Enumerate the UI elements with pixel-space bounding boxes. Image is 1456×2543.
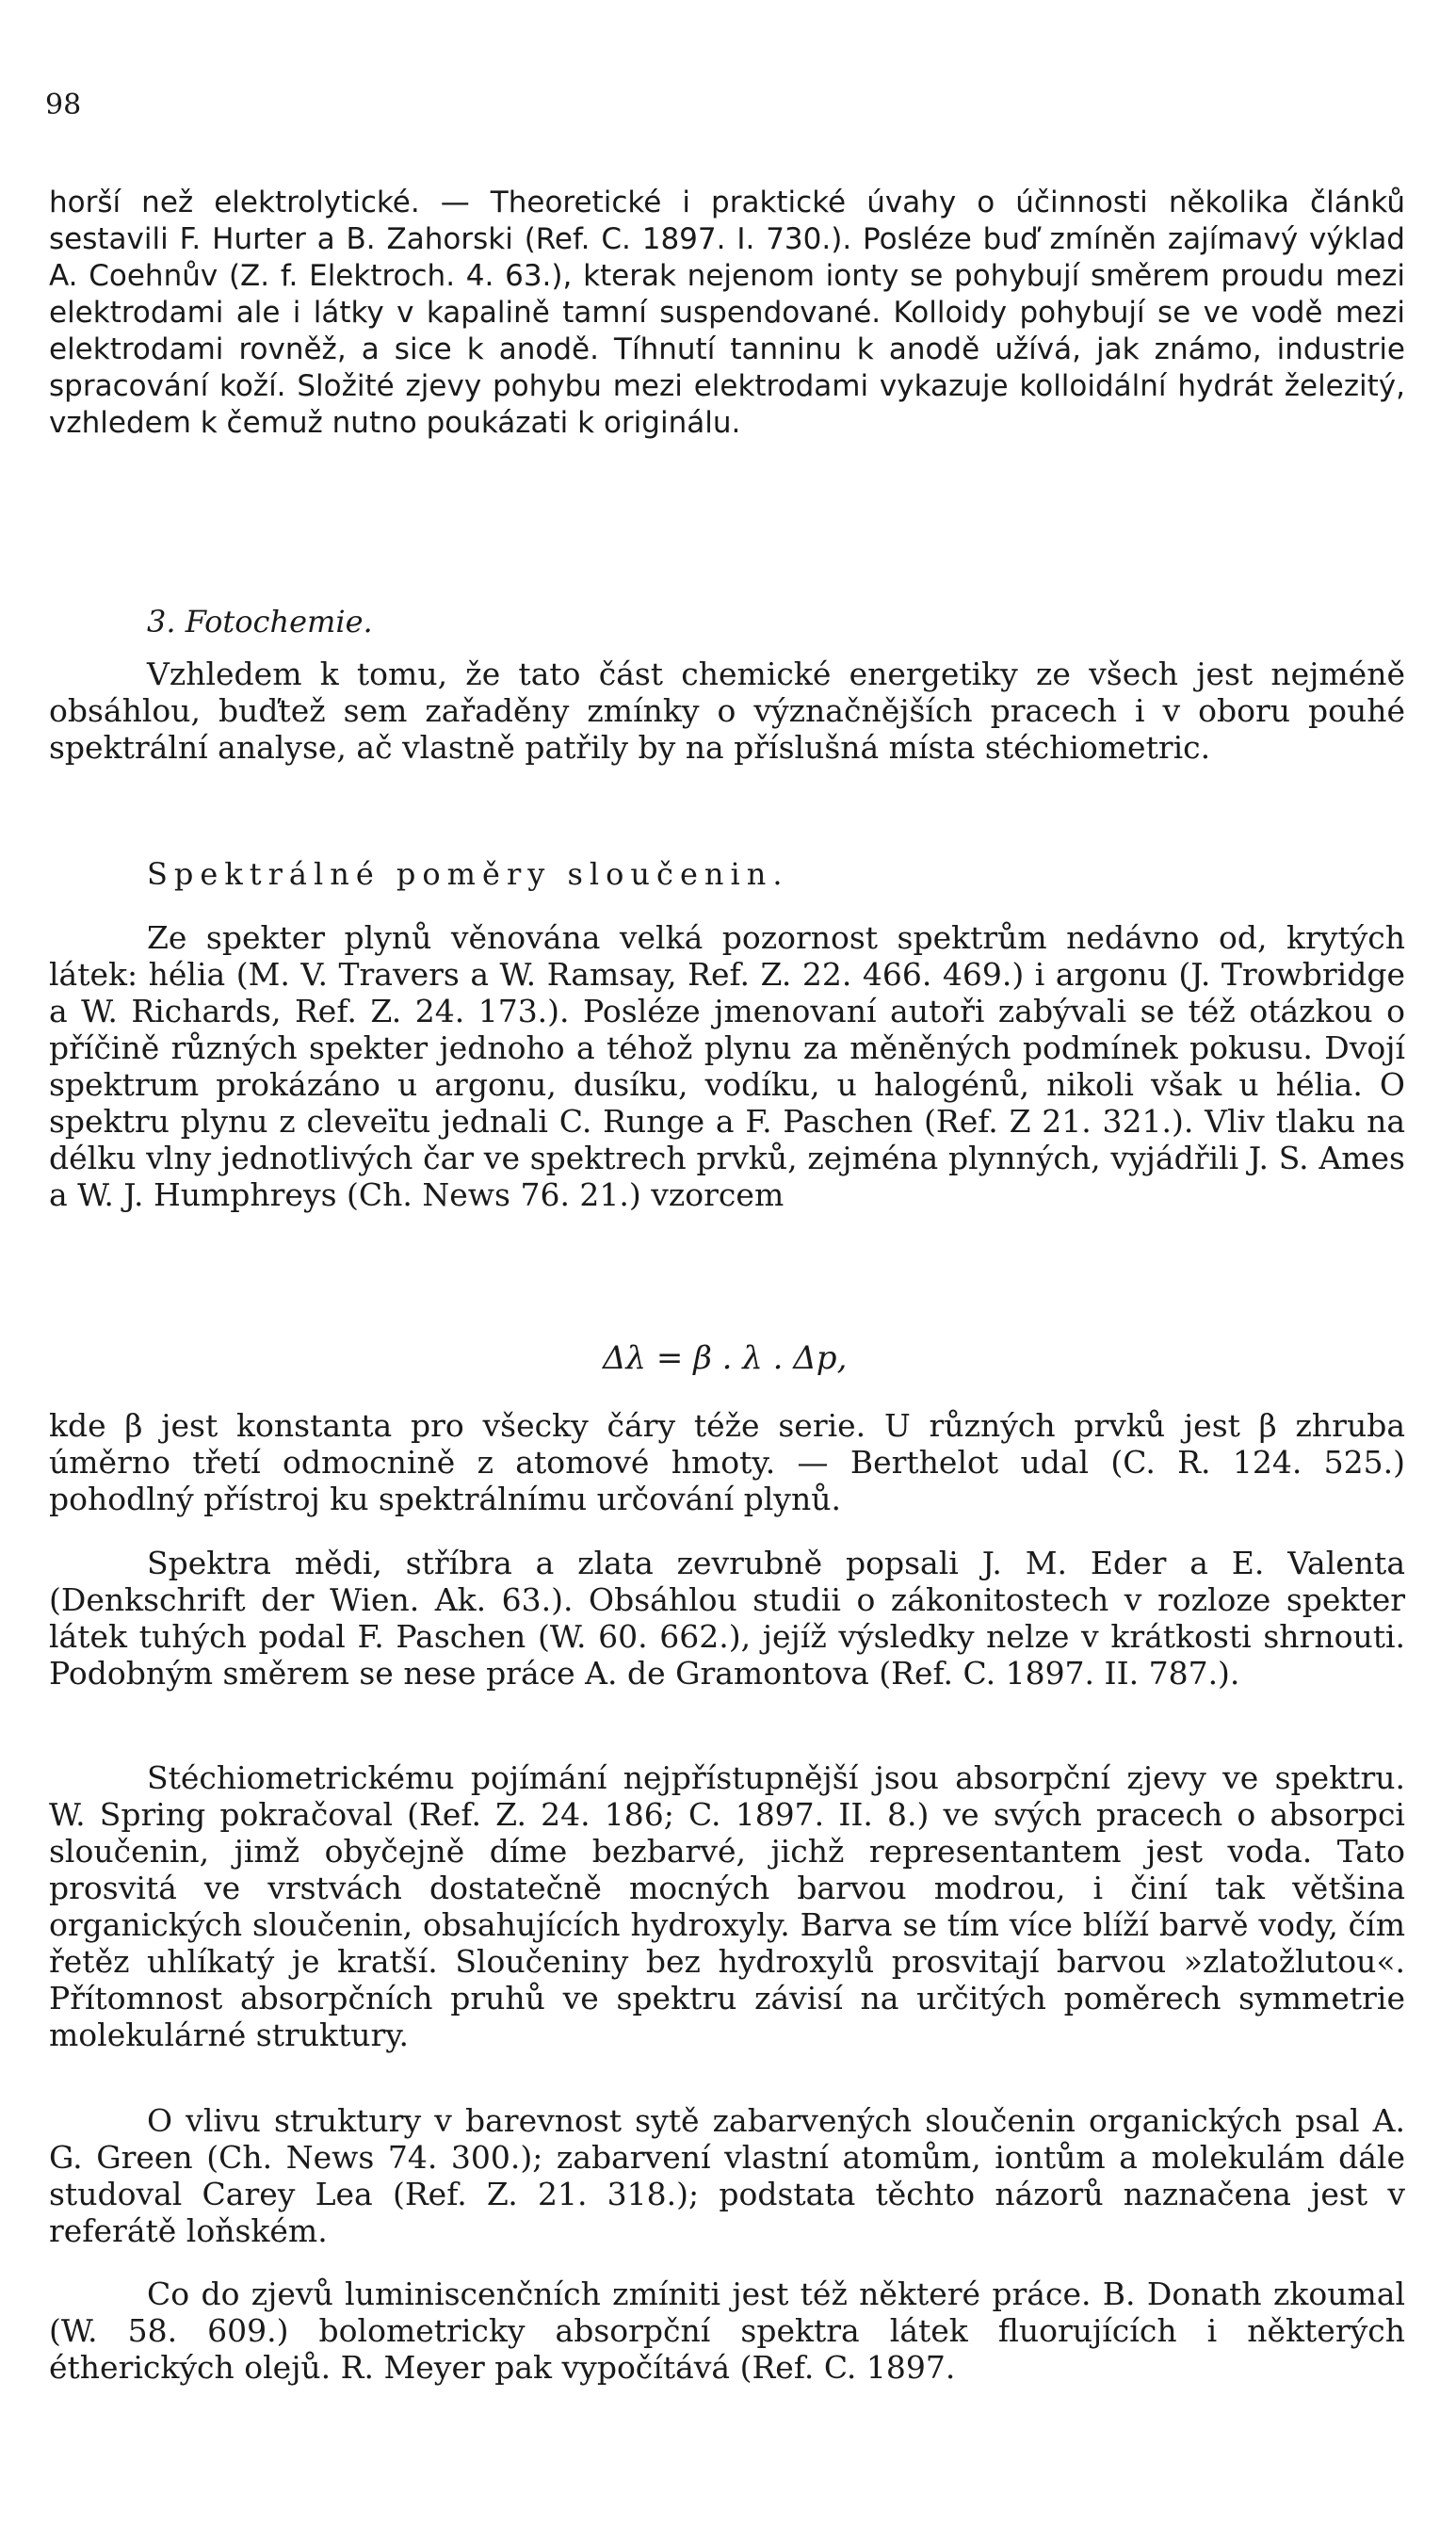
paragraph-fotochemie-intro: Vzhledem k tomu, že tato část chemické energetiky ze všech jest nejméně obsáhlou, buďtež sem zařaděny zmínky o význačnějších pracech i v oboru pouhé spektrální analyse, ač vlastně patřily by na příslušná místa stéchiometric.	[49, 656, 1405, 766]
paragraph-gas-spectra: Ze spekter plynů věnována velká pozornost spektrům nedávno od, krytých látek: hélia (M. V. Travers a W. Ramsay, Ref. Z. 22. 466. 469.) i argonu (J. Trowbridge a W. Richards, Ref. Z. 24. 173.). Posléze jmenovaní autoři zabývali se též otázkou o příčině různých spekter jednoho a téhož plynu za měněných podmínek pokusu. Dvojí spektrum prokázáno u argonu, dusíku, vodíku, u halogénů, nikoli však u hélia. O spektru plynu z cleveïtu jednali C. Runge a F. Paschen (Ref. Z 21. 321.). Vliv tlaku na délku vlny jednotlivých čar ve spektrech prvků, zejména plynných, vyjádřili J. S. Ames a W. J. Humphreys (Ch. News 76. 21.) vzorcem	[49, 919, 1405, 1213]
paragraph-luminescence: Co do zjevů luminiscenčních zmíniti jest též některé práce. B. Donath zkoumal (W. 58. 609.) bolometricky absorpční spektra látek fluorujících i některých étherických olejů. R. Meyer pak vypočítává (Ref. C. 1897.	[49, 2276, 1405, 2386]
paragraph-metal-spectra: Spektra mědi, stříbra a zlata zevrubně popsali J. M. Eder a E. Valenta (Denkschrift der Wien. Ak. 63.). Obsáhlou studii o zákonitostech v rozloze spekter látek tuhých podal F. Paschen (W. 60. 662.), jejíž výsledky nelze v krátkosti shrnouti. Podobným směrem se nese práce A. de Gramontova (Ref. C. 1897. II. 787.).	[49, 1545, 1405, 1692]
section-heading-fotochemie: 3. Fotochemie.	[147, 604, 373, 640]
page-number: 98	[45, 89, 82, 121]
paragraph-electrolytic: horší než elektrolytické. — Theoretické i praktické úvahy o účinnosti několika článků sestavili F. Hurter a B. Zahorski (Ref. C. 1897. I. 730.). Posléze buď zmíněn zajímavý výklad A. Coehnův (Z. f. Elektroch. 4. 63.), kterak nejenom ionty se pohybují směrem proudu mezi elektrodami ale i látky v kapalině tamní suspendované. Kolloidy pohybují se ve vodě mezi elektrodami rovněž, a sice k anodě. Tíhnutí tanninu k anodě užívá, jak známo, industrie spracování koží. Složité zjevy pohybu mezi elektrodami vykazuje kolloidální hydrát železitý, vzhledem k čemuž nutno poukázati k originálu.	[49, 186, 1405, 440]
paragraph-beta-constant: kde β jest konstanta pro všecky čáry téže serie. U různých prvků jest β zhruba úměrno třetí odmocnině z atomové hmoty. — Berthelot udal (C. R. 124. 525.) pohodlný přístroj ku spektrálnímu určování plynů.	[49, 1407, 1405, 1517]
subheading-spectral: Spektrálné poměry sloučenin.	[147, 856, 789, 892]
paragraph-absorption: Stéchiometrickému pojímání nejpřístupnější jsou absorpční zjevy ve spektru. W. Spring pokračoval (Ref. Z. 24. 186; C. 1897. II. 8.) ve svých pracech o absorpci sloučenin, jimž obyčejně díme bezbarvé, jichž representantem jest voda. Tato prosvitá ve vrstvách dostatečně mocných barvou modrou, i činí tak většina organických sloučenin, obsahujících hydroxyly. Barva se tím více blíží barvě vody, čím řetěz uhlíkatý je kratší. Sloučeniny bez hydroxylů prosvitají barvou »zlatožlutou«. Přítomnost absorpčních pruhů ve spektru závisí na určitých poměrech symmetrie molekulárné struktury.	[49, 1759, 1405, 2053]
paragraph-structure-colour: O vlivu struktury v barevnost sytě zabarvených sloučenin organických psal A. G. Green (Ch. News 74. 300.); zabarvení vlastní atomům, iontům a molekulám dále studoval Carey Lea (Ref. Z. 21. 318.); podstata těchto názorů naznačena jest v referátě loňském.	[49, 2102, 1405, 2249]
formula: Δλ = β . λ . Δp,	[603, 1339, 848, 1377]
